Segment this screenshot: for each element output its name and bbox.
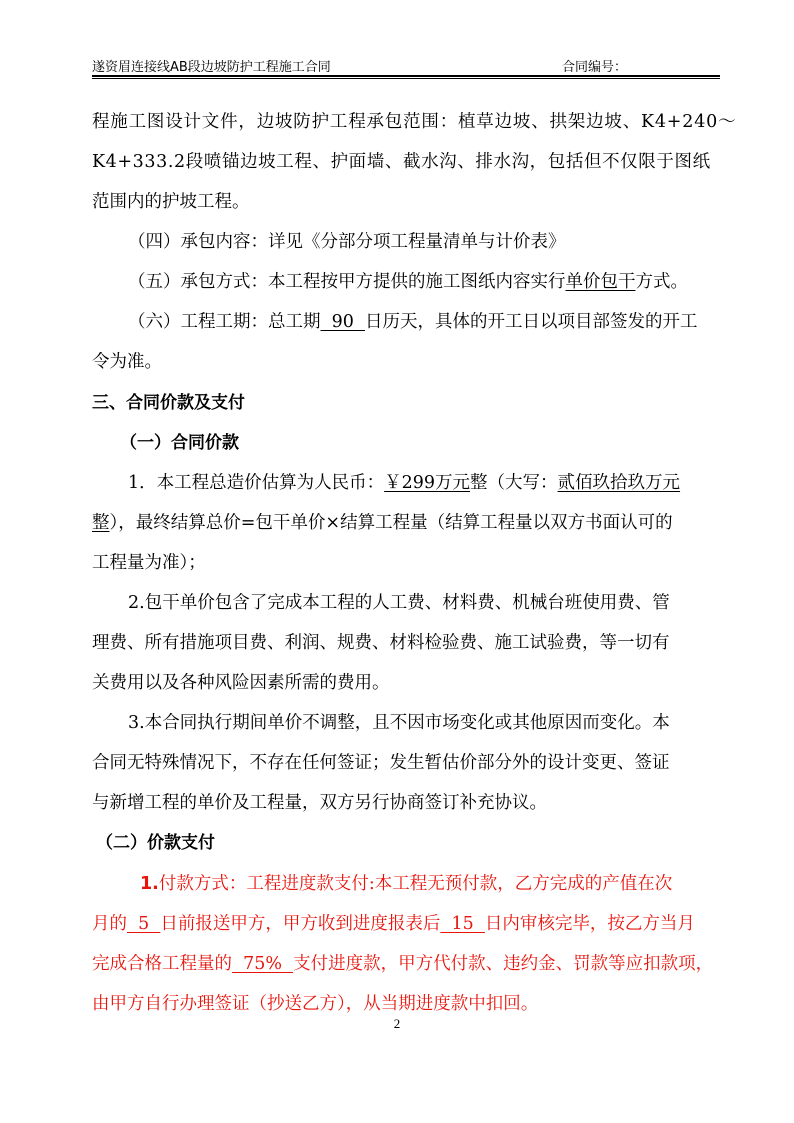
- text-span: 1．本工程总造价估算为人民币：: [128, 473, 385, 493]
- text-span: 整（大写：: [470, 473, 558, 493]
- body-line: [92, 952, 722, 976]
- page-header: [92, 56, 720, 76]
- amount-in-words-end: 整: [92, 513, 110, 533]
- header-rule-thin: [92, 78, 720, 79]
- body-line: 工程量为准）；: [92, 553, 206, 573]
- payment-method-label: 付款方式：: [158, 874, 247, 894]
- text-span: 完成合格工程量的: [92, 954, 232, 974]
- day-value: 5: [127, 914, 161, 934]
- item-number: 1.: [140, 874, 159, 894]
- section-heading: 三、合同价款及支付: [92, 393, 245, 413]
- text-span: （六）工程工期：总工期: [128, 312, 321, 332]
- underlined-term: 单价包干: [565, 272, 636, 292]
- body-line: [92, 511, 722, 535]
- body-line: 3.本合同执行期间单价不调整，且不因市场变化或其他原因而变化。本: [128, 713, 670, 733]
- text-span: 方式。: [635, 272, 688, 292]
- body-line: （四）承包内容：详见《分部分项工程量清单与计价表》: [128, 232, 566, 252]
- header-contract-no: 合同编号：: [562, 60, 628, 75]
- body-line: [140, 872, 770, 896]
- body-line: [128, 471, 758, 495]
- body-line: 程施工图设计文件，边坡防护工程承包范围：植草边坡、拱架边坡、K4+240～: [92, 112, 737, 132]
- text-span: 工程进度款支付:本工程无预付款，乙方完成的产值在次: [246, 874, 673, 894]
- body-line: 合同无特殊情况下，不存在任何签证；发生暂估价部分外的设计变更、签证: [92, 753, 670, 773]
- day-value: 15: [440, 914, 485, 934]
- amount-value: ￥299万元: [384, 473, 471, 493]
- subsection-heading: （一）合同价款: [120, 433, 239, 453]
- body-line: 理费、所有措施项目费、利润、规费、材料检验费、施工试验费，等一切有: [92, 633, 670, 653]
- header-rule: [92, 75, 720, 77]
- body-line: [128, 310, 758, 334]
- duration-value: 90: [320, 312, 366, 332]
- body-line: [92, 912, 722, 936]
- body-line: 2.包干单价包含了完成本工程的人工费、材料费、机械台班使用费、管: [128, 593, 670, 613]
- body-line: 由甲方自行办理签证（抄送乙方），从当期进度款中扣回。: [92, 994, 539, 1014]
- body-line: [128, 270, 758, 294]
- body-line: K4+333.2段喷锚边坡工程、护面墙、截水沟、排水沟，包括但不仅限于图纸: [92, 152, 711, 172]
- page-number: 2: [393, 1016, 401, 1031]
- body-line: 范围内的护坡工程。: [92, 192, 250, 212]
- subsection-heading: （二）价款支付: [96, 833, 215, 853]
- text-span: ），最终结算总价=包干单价×结算工程量（结算工程量以双方书面认可的: [109, 513, 673, 533]
- percent-value: 75%: [232, 954, 294, 974]
- text-span: 支付进度款，甲方代付款、违约金、罚款等应扣款项，: [293, 954, 714, 974]
- text-span: 日历天，具体的开工日以项目部签发的开工: [365, 312, 698, 332]
- text-span: 月的: [92, 914, 127, 934]
- amount-in-words: 贰佰玖拾玖万元: [557, 473, 681, 493]
- body-line: 与新增工程的单价及工程量，双方另行协商签订补充协议。: [92, 793, 547, 813]
- text-span: 日前报送甲方，甲方收到进度报表后: [160, 914, 441, 934]
- header-title: 遂资眉连接线AB段边坡防护工程施工合同: [92, 60, 331, 75]
- body-line: 令为准。: [92, 352, 162, 372]
- text-span: （五）承包方式：本工程按甲方提供的施工图纸内容实行: [128, 272, 566, 292]
- body-line: 关费用以及各种风险因素所需的费用。: [92, 673, 390, 693]
- text-span: 日内审核完毕，按乙方当月: [484, 914, 695, 934]
